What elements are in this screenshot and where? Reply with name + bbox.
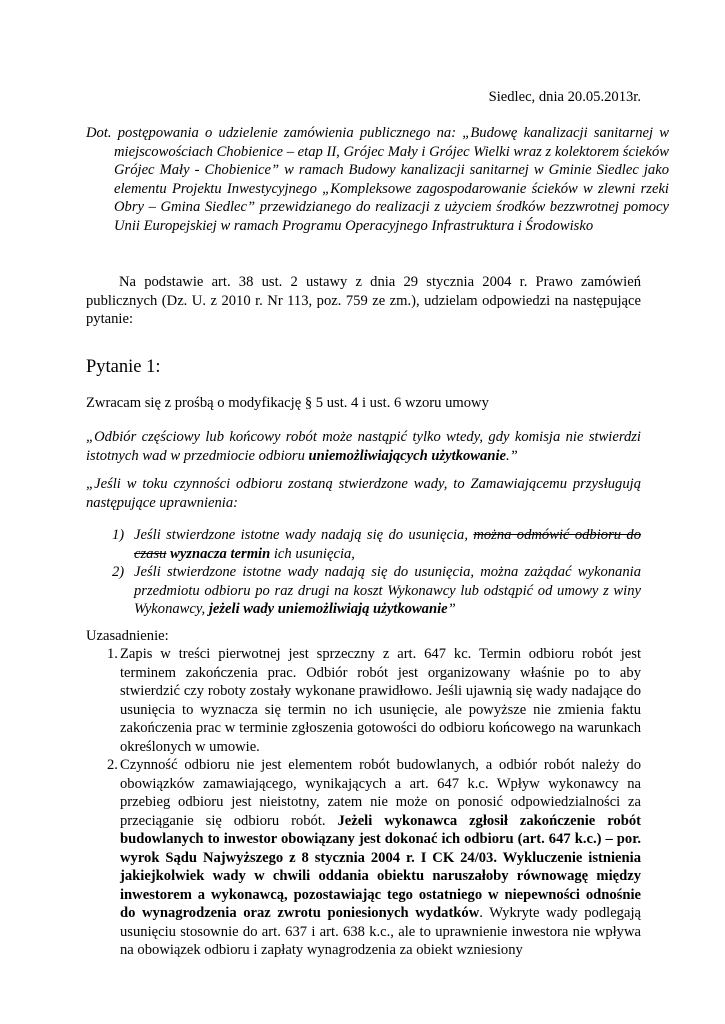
list-item <box>86 645 641 756</box>
reasoning-list <box>86 645 641 960</box>
item-text: Jeśli stwierdzone istotne wady nadają się do usunięcia, można zażądać wykonania przedmiotu odbioru po raz drugi na koszt Wykonawcy lub odstąpić od umowy z winy Wykonawcy, <box>134 564 641 617</box>
list-item <box>86 756 641 960</box>
list-item <box>86 526 641 563</box>
item-number: 1. <box>107 646 118 662</box>
quote1-text: „Odbiór częściowy lub końcowy robót może nastąpić tylko wtedy, gdy komisja nie stwierdzi istotnych wad w przedmiocie odbioru <box>86 429 641 464</box>
item-bold-text: Jeżeli wykonawca zgłosił zakończenie robót budowlanych to inwestor obowiązany jest dokonać ich odbioru (art. 647 k.c.) – por. wyrok Sądu Najwyższego z 8 stycznia 2004 r. I CK 24/03. Wykluczenie istnienia jakiejkolwiek wady w chwili oddania obiektu naruszałoby równowagę między inwestorem a wykonawcą, pozostawiając tego ostatniego w niepewności odnośnie do wynagrodzenia oraz zwrotu poniesionych wydatków <box>120 812 641 921</box>
quote-paragraph-1 <box>86 428 641 465</box>
item-number: 2) <box>112 564 125 580</box>
item-struck-text: można odmówić odbioru do czasu <box>134 527 641 562</box>
item-number: 1) <box>112 527 125 543</box>
item-end-text: . Wykryte wady podlegają usunięciu stosownie do art. 637 i art. 638 k.c., ale to uprawnienie inwestora nie wpływa na obowiązek odbioru i zapłaty wynagrodzenia za obiekt wzniesiony <box>120 905 641 958</box>
item-text: Zapis w treści pierwotnej jest sprzeczny z art. 647 kc. Termin odbioru robót jest terminem zakończenia prac. Odbiór robót jest organizowany właśnie po to aby stwierdzić czy roboty zostały wykonane prawidłowo. Jeśli ujawnią się wady nadające do usunięcia to wyznacza się termin no ich usunięcie, ale powyższe nie zmienia faktu zakończenia prac w terminie zgłoszenia gotowości do odbioru końcowego na warunkach określonych w umowie. <box>120 646 641 755</box>
item-number: 2. <box>107 757 118 773</box>
item-bold-text: jeżeli wady uniemożliwiają użytkowanie <box>208 601 448 617</box>
item-end-text: ” <box>447 601 456 617</box>
question-request: Zwracam się z prośbą o modyfikację § 5 ust. 4 i ust. 6 wzoru umowy <box>86 395 489 411</box>
quote1-bold: uniemożliwiających użytkowanie <box>308 447 506 464</box>
item-text: Czynność odbioru nie jest elementem robót budowlanych, a odbiór robót należy do obowiązków zamawiającego, wynikających a art. 647 k.c. Wpływ wykonawcy na przebieg odbioru jest nieistotny, zatem nie może on ponosić odpowiedzialności za przeciąganie się odbioru robót. <box>120 757 641 829</box>
intro-paragraph: Na podstawie art. 38 ust. 2 ustawy z dnia 29 stycznia 2004 r. Prawo zamówień publicznych (Dz. U. z 2010 r. Nr 113, poz. 759 ze zm.), udzielam odpowiedzi na następujące pytanie: <box>86 274 641 327</box>
quote-paragraph-2: „Jeśli w toku czynności odbioru zostaną stwierdzone wady, to Zamawiającemu przysługują następujące uprawnienia: <box>86 476 641 511</box>
place-date: Siedlec, dnia 20.05.2013r. <box>488 89 641 105</box>
list-item <box>86 563 641 619</box>
quote1-end: .” <box>505 447 518 464</box>
item-text: Jeśli stwierdzone istotne wady nadają się do usunięcia, <box>134 527 474 543</box>
item-end-text: ich usunięcia, <box>270 545 355 562</box>
entitlements-list <box>86 526 641 619</box>
subject-paragraph: Dot. postępowania o udzielenie zamówienia publicznego na: „Budowę kanalizacji sanitarnej w miejscowościach Chobienice – etap II, Grójec Mały i Grójec Wielki wraz z kolektorem ścieków Grójec Mały - Chobienice” w ramach Budowy kanalizacji sanitarnej w Gminie Siedlec jako elementu Projektu Inwestycyjnego „Kompleksowe zagospodarowanie ścieków w zlewni rzeki Obry – Gmina Siedlec” przewidzianego do realizacji z użyciem środków bezzwrotnej pomocy Unii Europejskiej w ramach Programu Operacyjnego Infrastruktura i Środowisko <box>86 125 669 234</box>
question-heading: Pytanie 1: <box>86 357 161 377</box>
reasoning-heading: Uzasadnienie: <box>86 628 169 644</box>
item-bold-text: wyznacza termin <box>166 545 271 562</box>
